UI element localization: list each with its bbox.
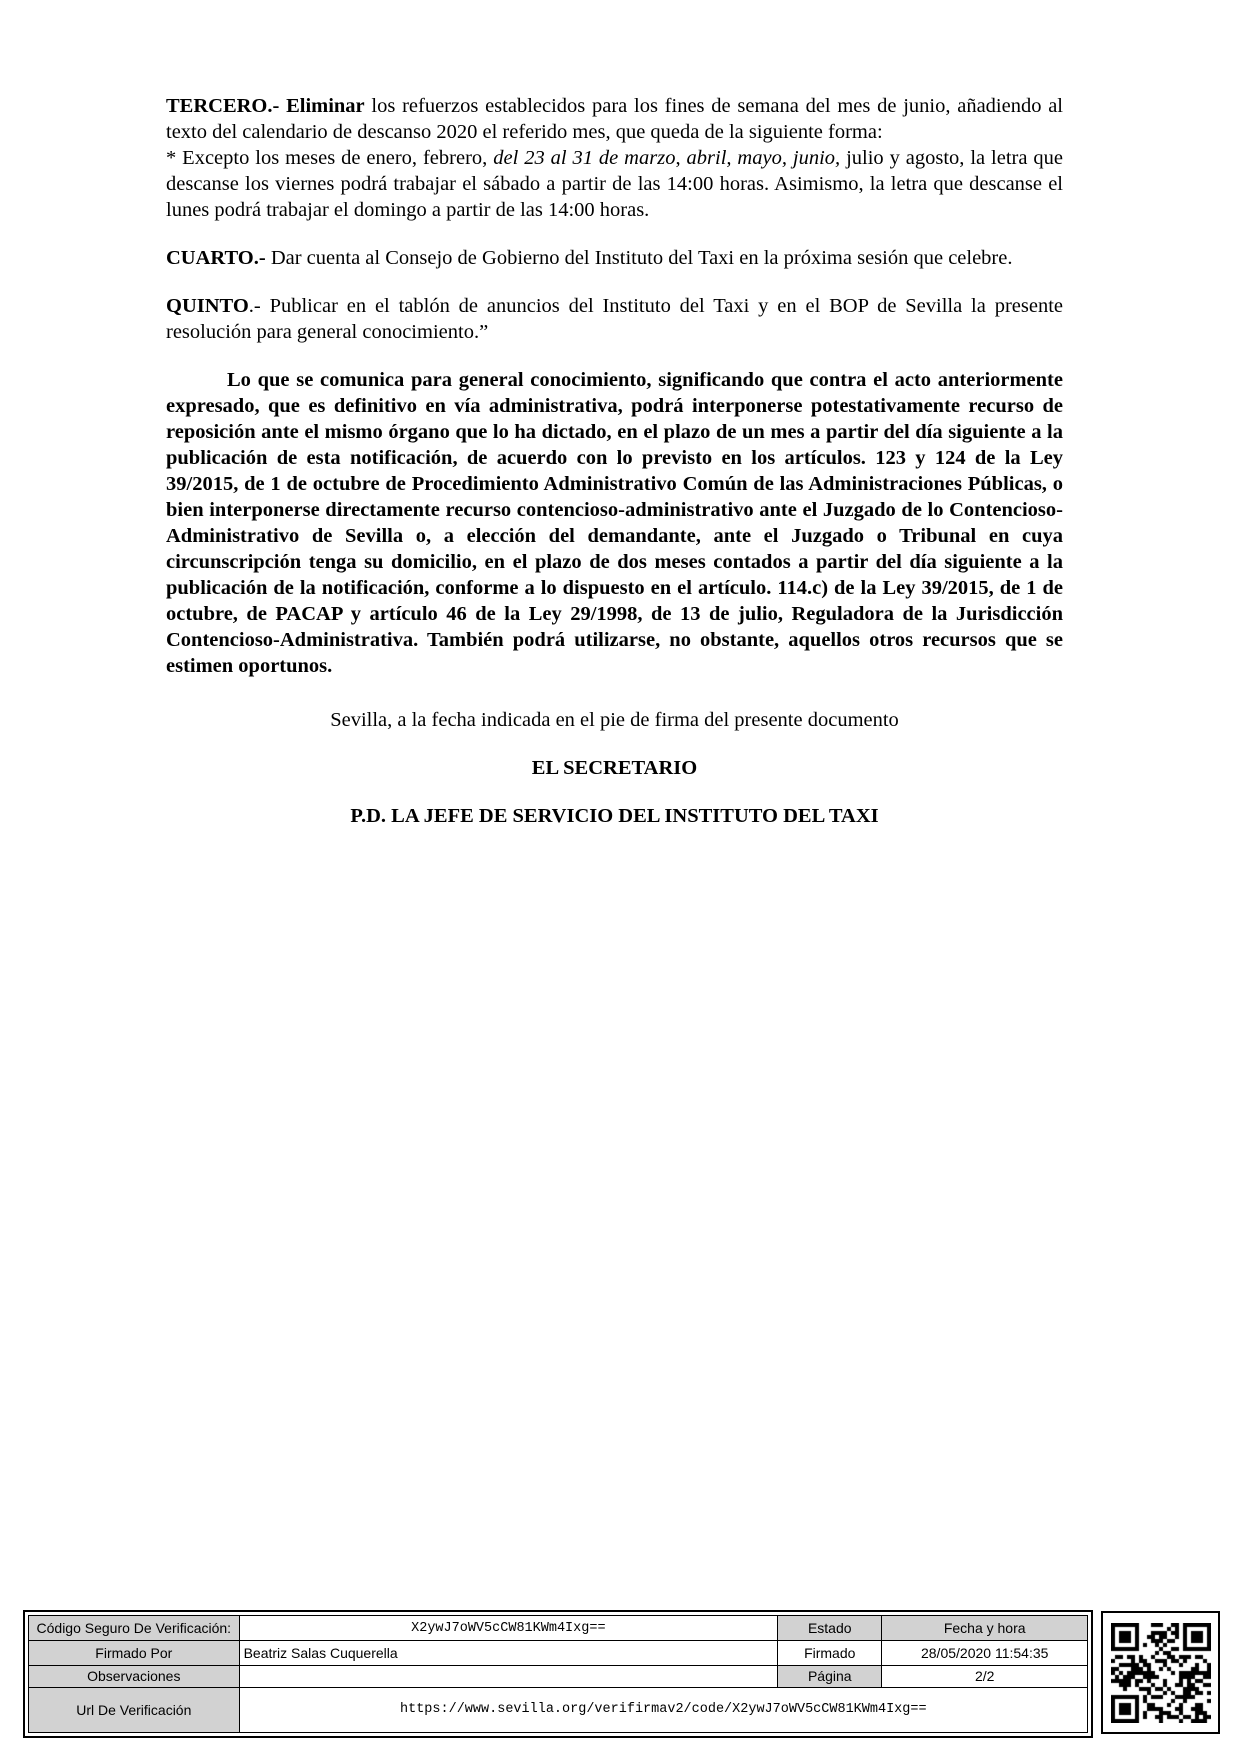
signature-block: [166, 707, 1063, 829]
tercero-term: TERCERO.- Eliminar: [166, 95, 365, 117]
cuarto-term: CUARTO.-: [166, 247, 266, 269]
paragraph-legal-notice: Lo que se comunica para general conocimiento, significando que contra el acto anteriormente expresado, que es definitivo en vía administrativa, podrá interponerse potestativamente recurso de reposición ante el mismo órgano que lo ha dictado, en el plazo de un mes a partir del día siguiente a la publicación de esta notificación, de acuerdo con lo previsto en los artículos. 123 y 124 de la Ley 39/2015, de 1 de octubre de Procedimiento Administrativo Común de las Administraciones Públicas, o bien interponerse directamente recurso contencioso-administrativo ante el Juzgado de lo Contencioso-Administrativo de Sevilla o, a elección del demandante, ante el Juzgado o Tribunal en cuya circunscripción tenga su domicilio, en el plazo de dos meses contados a partir del día siguiente a la publicación de la notificación, conforme a lo dispuesto en el artículo. 114.c) de la Ley 39/2015, de 1 de octubre, de PACAP y artículo 46 de la Ley 29/1998, de 13 de julio, Reguladora de la Jurisdicción Contencioso-Administrativa. También podrá utilizarse, no obstante, aquellos otros recursos que se estimen oportunos.: [166, 369, 1063, 677]
paragraph-excepto: [166, 145, 1063, 223]
verification-footer-table: [23, 1610, 1093, 1738]
estado-value: Firmado: [778, 1641, 882, 1666]
quinto-term: QUINTO: [166, 295, 249, 317]
excepto-italic-1: del 23 al 31 de marzo: [493, 147, 676, 169]
quinto-text: .- Publicar en el tablón de anuncios del Instituto del Taxi y en el BOP de Sevilla la presente resolución para general conocimiento.”: [166, 295, 1063, 343]
pagina-value: 2/2: [882, 1666, 1088, 1687]
estado-header: Estado: [778, 1616, 882, 1641]
csv-value: X2ywJ7oWV5cCW81KWm4Ixg==: [239, 1616, 778, 1641]
paragraph-quinto: [166, 293, 1063, 345]
excepto-pre: * Excepto los meses de enero, febrero,: [166, 147, 494, 169]
observaciones-value: [239, 1666, 778, 1687]
table-row-observaciones: [29, 1666, 1088, 1687]
document-text-block: [166, 93, 1063, 851]
excepto-italic-2: abril, mayo, junio,: [686, 147, 841, 169]
tercero-text: los refuerzos establecidos para los fines de semana del mes de junio, añadiendo al texto del calendario de descanso 2020 el referido mes, que queda de la siguiente forma:: [166, 95, 1064, 143]
fecha-header: Fecha y hora: [882, 1616, 1088, 1641]
pagina-label: Página: [778, 1666, 882, 1687]
csv-label: Código Seguro De Verificación:: [29, 1616, 240, 1641]
firmado-por-label: Firmado Por: [29, 1641, 240, 1666]
signature-role-jefe-servicio: P.D. LA JEFE DE SERVICIO DEL INSTITUTO DEL TAXI: [350, 805, 879, 827]
table-row-firmado: [29, 1641, 1088, 1666]
qr-code-box: [1101, 1611, 1220, 1734]
signature-role-secretario: EL SECRETARIO: [531, 757, 698, 779]
table-row-url: [29, 1687, 1088, 1732]
excepto-mid: ,: [675, 147, 687, 169]
observaciones-label: Observaciones: [29, 1666, 240, 1687]
url-label: Url De Verificación: [29, 1687, 240, 1732]
paragraph-tercero: [166, 93, 1063, 145]
qr-code-icon: [1111, 1623, 1211, 1723]
excepto-rest: julio y agosto, la letra que descanse los viernes podrá trabajar el sábado a partir de las 14:00 horas. Asimismo, la letra que descanse el lunes podrá trabajar el domingo a partir de las 14:00 horas.: [166, 147, 1063, 221]
table-row-csv: [29, 1616, 1088, 1641]
fecha-value: 28/05/2020 11:54:35: [882, 1641, 1088, 1666]
paragraph-cuarto: [166, 245, 1063, 271]
firmado-por-value: Beatriz Salas Cuquerella: [239, 1641, 778, 1666]
signature-place-line: Sevilla, a la fecha indicada en el pie de firma del presente documento: [330, 709, 899, 731]
verification-url: https://www.sevilla.org/verifirmav2/code/X2ywJ7oWV5cCW81KWm4Ixg==: [239, 1687, 1087, 1732]
cuarto-text: Dar cuenta al Consejo de Gobierno del Instituto del Taxi en la próxima sesión que celebre.: [265, 247, 1013, 269]
